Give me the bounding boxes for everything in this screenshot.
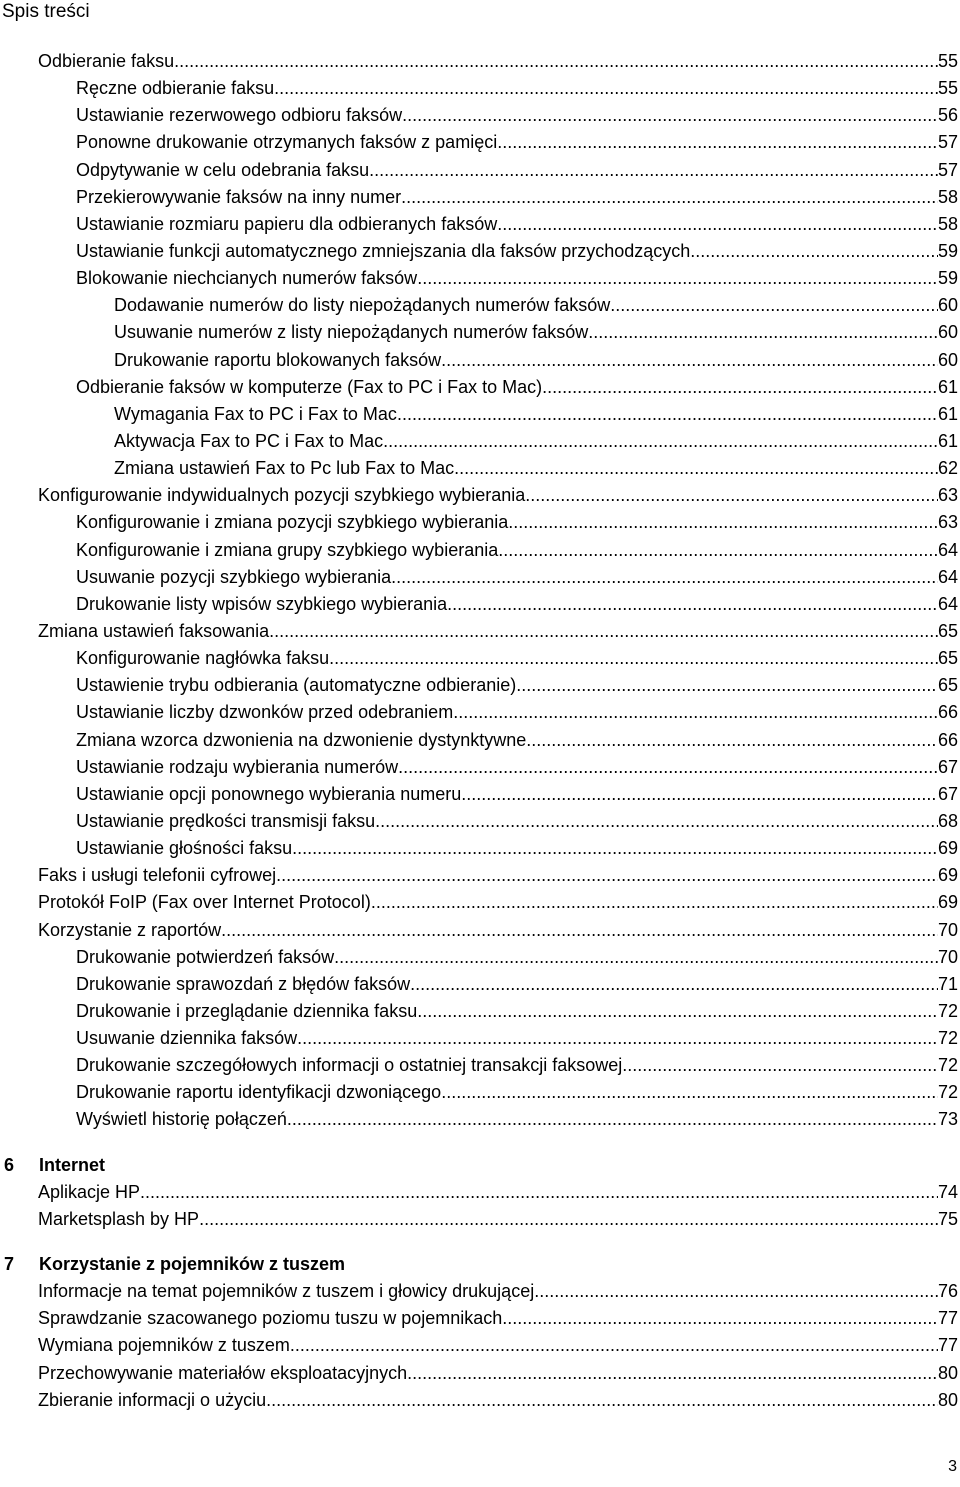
toc-entry-page: 72 bbox=[937, 1000, 958, 1021]
toc-entry-title: Aktywacja Fax to PC i Fax to Mac bbox=[114, 430, 384, 451]
toc-entry-title: Aplikacje HP bbox=[38, 1181, 141, 1202]
toc-entry-title: Odbieranie faksu bbox=[38, 51, 175, 71]
toc-entry-page: 72 bbox=[937, 1055, 958, 1076]
toc-entry-title: Protokół FoIP (Fax over Internet Protocol) bbox=[38, 892, 371, 913]
toc-entry-title: Dodawanie numerów do listy niepożądanych numerów faksów bbox=[114, 295, 611, 316]
toc-dot-leader bbox=[274, 75, 938, 102]
toc-dot-leader bbox=[407, 1360, 938, 1387]
toc-entry-title: Ustawianie funkcji automatycznego zmniejszania dla faksów przychodzących bbox=[76, 240, 691, 261]
toc-entry-page: 58 bbox=[937, 213, 958, 234]
toc-entry[interactable] bbox=[0, 564, 960, 591]
toc-entry-title: Usuwanie numerów z listy niepożądanych numerów faksów bbox=[114, 322, 589, 343]
toc-entry-page: 80 bbox=[937, 1362, 958, 1383]
toc-dot-leader bbox=[610, 292, 938, 319]
toc-dot-leader bbox=[391, 564, 938, 591]
table-of-contents bbox=[0, 48, 960, 1414]
toc-entry[interactable] bbox=[0, 1278, 960, 1305]
toc-entry[interactable] bbox=[0, 455, 960, 482]
toc-entry[interactable] bbox=[0, 1079, 960, 1106]
toc-entry-title: Konfigurowanie indywidualnych pozycji szybkiego wybierania bbox=[38, 485, 526, 506]
toc-dot-leader bbox=[329, 645, 938, 672]
toc-entry-page: 57 bbox=[937, 159, 958, 180]
toc-entry-page: 80 bbox=[937, 1389, 958, 1410]
page-title: Spis treści bbox=[2, 1, 90, 22]
toc-entry[interactable] bbox=[0, 374, 960, 401]
toc-dot-leader bbox=[401, 184, 938, 211]
toc-entry[interactable] bbox=[0, 699, 960, 726]
toc-dot-leader bbox=[297, 1025, 938, 1052]
toc-entry-title: Ustawianie liczby dzwonków przed odebraniem bbox=[76, 702, 454, 723]
toc-entry-title: Ręczne odbieranie faksu bbox=[76, 78, 275, 99]
page-number: 3 bbox=[948, 1458, 957, 1475]
toc-entry-title: Konfigurowanie i zmiana pozycji szybkiego wybierania bbox=[76, 512, 509, 533]
toc-entry[interactable] bbox=[0, 157, 960, 184]
toc-dot-leader bbox=[199, 1206, 938, 1233]
toc-entry-title: Usuwanie pozycji szybkiego wybierania bbox=[76, 566, 392, 587]
toc-entry[interactable] bbox=[0, 509, 960, 536]
toc-entry-page: 65 bbox=[937, 675, 958, 696]
toc-entry-page: 70 bbox=[937, 946, 958, 967]
toc-entry-page: 74 bbox=[937, 1181, 958, 1202]
toc-entry-title: Drukowanie sprawozdań z błędów faksów bbox=[76, 973, 411, 994]
toc-dot-leader bbox=[369, 157, 938, 184]
toc-dot-leader bbox=[398, 754, 938, 781]
toc-dot-leader bbox=[174, 48, 938, 75]
toc-entry-title: Konfigurowanie nagłówka faksu bbox=[76, 648, 330, 669]
toc-dot-leader bbox=[502, 1305, 938, 1332]
toc-dot-leader bbox=[508, 509, 938, 536]
toc-dot-leader bbox=[383, 428, 938, 455]
toc-entry-page: 64 bbox=[937, 593, 958, 614]
toc-entry-page: 61 bbox=[937, 403, 958, 424]
toc-entry[interactable] bbox=[0, 265, 960, 292]
toc-entry[interactable] bbox=[0, 1025, 960, 1052]
chapter-title: Internet bbox=[39, 1154, 106, 1175]
toc-entry-page: 77 bbox=[937, 1308, 958, 1329]
toc-dot-leader bbox=[690, 238, 938, 265]
toc-entry-title: Korzystanie z raportów bbox=[38, 919, 222, 940]
toc-entry-title: Drukowanie raportu blokowanych faksów bbox=[114, 349, 442, 370]
toc-dot-leader bbox=[287, 1106, 938, 1133]
toc-dot-leader bbox=[497, 211, 938, 238]
toc-entry[interactable] bbox=[0, 129, 960, 156]
toc-entry-title: Przekierowywanie faksów na inny numer bbox=[76, 186, 402, 207]
toc-entry-page: 59 bbox=[937, 268, 958, 289]
toc-entry-page: 71 bbox=[937, 973, 958, 994]
toc-entry-title: Przechowywanie materiałów eksploatacyjnych bbox=[38, 1362, 408, 1383]
toc-entry-page: 64 bbox=[937, 539, 958, 560]
toc-entry[interactable] bbox=[0, 727, 960, 754]
toc-entry-page: 76 bbox=[937, 1281, 958, 1302]
toc-entry[interactable] bbox=[0, 482, 960, 509]
toc-entry-title: Wymagania Fax to PC i Fax to Mac bbox=[114, 403, 397, 424]
toc-dot-leader bbox=[410, 971, 938, 998]
toc-entry-title: Odbieranie faksów w komputerze (Fax to PC i Fax to Mac) bbox=[76, 376, 543, 397]
toc-entry-title: Drukowanie raportu identyfikacji dzwoniącego bbox=[76, 1082, 442, 1103]
toc-dot-leader bbox=[516, 672, 938, 699]
toc-entry[interactable] bbox=[0, 428, 960, 455]
toc-entry-title: Ustawianie głośności faksu bbox=[76, 838, 293, 859]
toc-entry-page: 69 bbox=[937, 838, 958, 859]
toc-entry-page: 59 bbox=[937, 240, 958, 261]
toc-entry-title: Faks i usługi telefonii cyfrowej bbox=[38, 865, 277, 886]
toc-entry[interactable] bbox=[0, 917, 960, 944]
toc-entry-title: Marketsplash by HP bbox=[38, 1208, 200, 1229]
toc-entry-page: 63 bbox=[937, 512, 958, 533]
toc-entry-page: 65 bbox=[937, 648, 958, 669]
toc-entry-page: 72 bbox=[937, 1082, 958, 1103]
toc-dot-leader bbox=[454, 455, 938, 482]
toc-entry-page: 62 bbox=[937, 458, 958, 479]
toc-dot-leader bbox=[397, 401, 938, 428]
toc-dot-leader bbox=[622, 1052, 938, 1079]
toc-entry[interactable] bbox=[0, 1305, 960, 1332]
toc-entry[interactable] bbox=[0, 401, 960, 428]
toc-entry[interactable] bbox=[0, 1106, 960, 1133]
toc-dot-leader bbox=[221, 917, 938, 944]
toc-entry-title: Ustawianie rozmiaru papieru dla odbieranych faksów bbox=[76, 213, 498, 234]
toc-entry-page: 70 bbox=[937, 919, 958, 940]
toc-entry-page: 56 bbox=[937, 105, 958, 126]
toc-dot-leader bbox=[417, 998, 938, 1025]
toc-entry[interactable] bbox=[0, 184, 960, 211]
toc-entry[interactable] bbox=[0, 347, 960, 374]
toc-entry[interactable] bbox=[0, 591, 960, 618]
toc-entry-title: Usuwanie dziennika faksów bbox=[76, 1028, 298, 1049]
toc-entry[interactable] bbox=[0, 808, 960, 835]
toc-entry-page: 60 bbox=[937, 295, 958, 316]
toc-entry-page: 66 bbox=[937, 702, 958, 723]
toc-entry[interactable] bbox=[0, 781, 960, 808]
toc-entry[interactable] bbox=[0, 645, 960, 672]
toc-dot-leader bbox=[453, 699, 938, 726]
toc-dot-leader bbox=[498, 537, 938, 564]
toc-entry[interactable] bbox=[0, 48, 960, 75]
toc-dot-leader bbox=[269, 618, 938, 645]
toc-entry-page: 69 bbox=[937, 865, 958, 886]
toc-entry-title: Drukowanie i przeglądanie dziennika faksu bbox=[76, 1000, 418, 1021]
toc-entry[interactable] bbox=[0, 1206, 960, 1233]
toc-entry-title: Odpytywanie w celu odebrania faksu bbox=[76, 159, 370, 180]
toc-entry[interactable] bbox=[0, 238, 960, 265]
toc-dot-leader bbox=[266, 1387, 938, 1414]
chapter-title: Korzystanie z pojemników z tuszem bbox=[39, 1254, 346, 1275]
toc-entry[interactable] bbox=[0, 1387, 960, 1414]
toc-chapter-heading bbox=[0, 1152, 960, 1179]
toc-entry[interactable] bbox=[0, 75, 960, 102]
toc-dot-leader bbox=[371, 889, 938, 916]
toc-entry-page: 77 bbox=[937, 1335, 958, 1356]
toc-entry-title: Zbieranie informacji o użyciu bbox=[38, 1389, 267, 1410]
toc-chapter-heading bbox=[0, 1251, 960, 1278]
toc-entry-page: 57 bbox=[937, 132, 958, 153]
toc-entry[interactable] bbox=[0, 319, 960, 346]
toc-entry-title: Ustawianie prędkości transmisji faksu bbox=[76, 810, 376, 831]
toc-entry-page: 72 bbox=[937, 1028, 958, 1049]
toc-dot-leader bbox=[588, 319, 938, 346]
toc-entry-page: 67 bbox=[937, 783, 958, 804]
toc-entry[interactable] bbox=[0, 1332, 960, 1359]
toc-dot-leader bbox=[290, 1332, 938, 1359]
toc-entry-title: Wyświetl historię połączeń bbox=[76, 1109, 287, 1130]
toc-entry-page: 68 bbox=[937, 810, 958, 831]
toc-entry-page: 61 bbox=[937, 430, 958, 451]
toc-dot-leader bbox=[461, 781, 938, 808]
toc-entry[interactable] bbox=[0, 889, 960, 916]
toc-entry-title: Ustawienie trybu odbierania (automatyczne odbieranie) bbox=[76, 675, 517, 696]
chapter-number: 6 bbox=[4, 1154, 15, 1175]
toc-dot-leader bbox=[402, 102, 938, 129]
toc-dot-leader bbox=[334, 944, 938, 971]
toc-entry-page: 55 bbox=[937, 78, 958, 99]
toc-entry[interactable] bbox=[0, 102, 960, 129]
toc-entry-title: Sprawdzanie szacowanego poziomu tuszu w pojemnikach bbox=[38, 1308, 503, 1329]
toc-entry-page: 69 bbox=[937, 892, 958, 913]
toc-entry[interactable] bbox=[0, 998, 960, 1025]
toc-entry[interactable] bbox=[0, 1179, 960, 1206]
toc-entry[interactable] bbox=[0, 944, 960, 971]
toc-dot-leader bbox=[525, 482, 938, 509]
toc-entry[interactable] bbox=[0, 1052, 960, 1079]
toc-entry[interactable] bbox=[0, 672, 960, 699]
toc-dot-leader bbox=[526, 727, 938, 754]
toc-entry[interactable] bbox=[0, 862, 960, 889]
toc-entry-title: Drukowanie szczegółowych informacji o ostatniej transakcji faksowej bbox=[76, 1055, 623, 1076]
toc-entry[interactable] bbox=[0, 537, 960, 564]
toc-entry[interactable] bbox=[0, 754, 960, 781]
toc-entry-title: Wymiana pojemników z tuszem bbox=[38, 1335, 290, 1356]
toc-entry-title: Drukowanie potwierdzeń faksów bbox=[76, 946, 335, 967]
toc-dot-leader bbox=[447, 591, 938, 618]
toc-entry-title: Ustawianie rezerwowego odbioru faksów bbox=[76, 105, 403, 126]
toc-entry[interactable] bbox=[0, 211, 960, 238]
toc-entry-page: 67 bbox=[937, 756, 958, 777]
toc-entry[interactable] bbox=[0, 1360, 960, 1387]
toc-entry-title: Ponowne drukowanie otrzymanych faksów z pamięci bbox=[76, 132, 498, 153]
toc-entry-page: 66 bbox=[937, 729, 958, 750]
toc-entry-title: Zmiana wzorca dzwonienia na dzwonienie dystynktywne bbox=[76, 729, 527, 750]
toc-entry-page: 60 bbox=[937, 349, 958, 370]
toc-entry-page: 61 bbox=[937, 376, 958, 397]
toc-entry-page: 75 bbox=[937, 1208, 958, 1229]
toc-entry-title: Konfigurowanie i zmiana grupy szybkiego wybierania bbox=[76, 539, 499, 560]
toc-entry-title: Ustawianie opcji ponownego wybierania numeru bbox=[76, 783, 462, 804]
toc-dot-leader bbox=[534, 1278, 938, 1305]
toc-entry-title: Informacje na temat pojemników z tuszem i głowicy drukującej bbox=[38, 1281, 535, 1302]
toc-dot-leader bbox=[441, 1079, 938, 1106]
toc-dot-leader bbox=[140, 1179, 938, 1206]
toc-dot-leader bbox=[497, 129, 938, 156]
toc-entry[interactable] bbox=[0, 971, 960, 998]
toc-entry-page: 64 bbox=[937, 566, 958, 587]
toc-entry-title: Zmiana ustawień faksowania bbox=[38, 620, 270, 641]
toc-entry-page: 60 bbox=[937, 322, 958, 343]
toc-entry-title: Blokowanie niechcianych numerów faksów bbox=[76, 268, 418, 289]
toc-entry[interactable] bbox=[0, 835, 960, 862]
toc-entry[interactable] bbox=[0, 618, 960, 645]
toc-entry-page: 55 bbox=[937, 51, 958, 71]
toc-entry-page: 73 bbox=[937, 1109, 958, 1130]
toc-entry[interactable] bbox=[0, 292, 960, 319]
chapter-number: 7 bbox=[4, 1254, 15, 1275]
toc-entry-title: Drukowanie listy wpisów szybkiego wybierania bbox=[76, 593, 448, 614]
toc-dot-leader bbox=[292, 835, 938, 862]
toc-dot-leader bbox=[417, 265, 938, 292]
toc-entry-page: 63 bbox=[937, 485, 958, 506]
toc-entry-page: 65 bbox=[937, 620, 958, 641]
toc-dot-leader bbox=[441, 347, 938, 374]
toc-dot-leader bbox=[542, 374, 938, 401]
toc-entry-title: Ustawianie rodzaju wybierania numerów bbox=[76, 756, 399, 777]
toc-dot-leader bbox=[375, 808, 938, 835]
toc-entry-page: 58 bbox=[937, 186, 958, 207]
toc-dot-leader bbox=[276, 862, 938, 889]
toc-entry-title: Zmiana ustawień Fax to Pc lub Fax to Mac bbox=[114, 458, 455, 479]
